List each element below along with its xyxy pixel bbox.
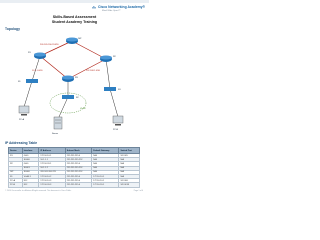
device-label: R2 <box>113 56 116 58</box>
table-cell: ISP <box>9 170 23 174</box>
table-cell: N/A <box>92 154 119 158</box>
table-cell: 172.16.10.1 <box>92 174 119 178</box>
table-cell: 255.255.255.0 <box>65 174 91 178</box>
column-header: Default Gateway <box>92 148 119 154</box>
table-cell: 255.255.255.252 <box>65 158 91 162</box>
link-r1-r3 <box>40 56 68 79</box>
table-cell: NIC <box>22 183 39 187</box>
host-label: PC-A <box>19 119 24 121</box>
link-isp-r2 <box>72 41 106 59</box>
device-label: R1 <box>28 52 31 54</box>
column-header: Switch Port <box>119 148 140 154</box>
table-cell: N/A <box>119 174 140 178</box>
column-header: Device <box>9 148 23 154</box>
table-cell: 255.255.255.252 <box>65 166 91 170</box>
table-cell: PC-B <box>9 183 23 187</box>
table-cell: 255.255.255.0 <box>65 154 91 158</box>
top-strip <box>0 0 149 3</box>
table-cell: 172.16.20.3 <box>39 183 65 187</box>
serial-links <box>40 41 106 79</box>
table-cell: N/A <box>119 162 140 166</box>
link-r1-s1 <box>32 56 40 81</box>
link-label: 10.1.1.0/30 <box>32 70 43 72</box>
switch-icon <box>62 95 74 99</box>
router-icon <box>66 38 78 45</box>
ethernet-links <box>24 56 118 119</box>
table-cell: N/A <box>92 170 119 174</box>
table-cell: S0/0/0 <box>22 158 39 162</box>
table-cell: 172.16.10.2 <box>39 174 65 178</box>
table-cell: S1 <box>9 174 23 178</box>
document-title: Skills-Based Assessment <box>52 15 97 19</box>
table-cell: S0/0/0 <box>22 170 39 174</box>
table-cell: 255.255.255.252 <box>65 170 91 174</box>
link-r2-r3 <box>68 59 106 79</box>
device-label: R3 <box>75 77 78 79</box>
switch-icon <box>26 79 38 83</box>
router-icon <box>100 56 112 63</box>
cisco-logo-icon <box>92 5 97 10</box>
table-cell: S1 F0/6 <box>119 179 140 183</box>
link-label: 192.168.1.0/30 <box>86 70 100 72</box>
table-cell: PC-A <box>9 179 23 183</box>
table-cell: R1 <box>9 154 23 158</box>
router-icon <box>34 53 46 60</box>
document-page <box>0 0 149 198</box>
link-r2-s3 <box>106 59 110 89</box>
column-header: IP Address <box>39 148 65 154</box>
router-icon <box>62 76 74 83</box>
link-s2-server <box>58 97 68 119</box>
table-cell: G0/0 <box>22 154 39 158</box>
switch-icon <box>104 87 116 91</box>
topology-heading: Topology <box>5 27 21 31</box>
table-cell: N/A <box>92 166 119 170</box>
table-cell: R2 <box>9 162 23 166</box>
pc-icon <box>19 106 29 116</box>
ip-table-heading: IP Addressing Table <box>5 141 38 145</box>
table-cell: S1 F0/5 <box>119 154 140 158</box>
table-cell: VLAN 1 <box>22 174 39 178</box>
table-cell: S2 F0/18 <box>119 183 140 187</box>
topology-diagram <box>10 31 138 136</box>
link-s3-pcb <box>110 89 118 117</box>
column-header: Interface <box>22 148 39 154</box>
table-cell: 10.1.1.1 <box>39 158 65 162</box>
switch-label: S3 <box>118 89 121 91</box>
link-label: 209.165.200.224/30 <box>40 44 59 46</box>
device-label: ISP <box>78 38 82 40</box>
host-label: Server <box>52 133 59 135</box>
footer-copyright: © 2014 Cisco and/or its affiliates. All rights reserved. This document is Cisco Public. <box>5 190 72 192</box>
server-icon <box>54 117 62 129</box>
table-cell: NIC <box>22 179 39 183</box>
table-cell: 172.16.20.1 <box>39 162 65 166</box>
link-s1-pca <box>24 81 32 107</box>
table-cell: 172.16.20.1 <box>92 183 119 187</box>
table-cell: 172.16.10.1 <box>92 179 119 183</box>
table-cell: 209.165.200.225 <box>39 170 65 174</box>
table-cell: N/A <box>119 166 140 170</box>
lan-label: VLAN <box>80 108 86 110</box>
document-subtitle: Student Academy Training <box>51 20 98 24</box>
page-number: Page 1 of 4 <box>133 190 143 192</box>
table-cell: 10.1.1.2 <box>39 166 65 170</box>
table-row <box>9 183 140 187</box>
table-cell: 255.255.255.0 <box>65 183 91 187</box>
table-cell: 172.16.10.1 <box>39 154 65 158</box>
table-cell: S0/0/1 <box>22 166 39 170</box>
table-cell: 172.16.10.3 <box>39 179 65 183</box>
host-label: PC-B <box>113 129 118 131</box>
column-header: Subnet Mask <box>65 148 91 154</box>
table-cell: 255.255.255.0 <box>65 162 91 166</box>
switch-label: S2 <box>76 97 79 99</box>
table-cell: N/A <box>119 158 140 162</box>
table-cell: N/A <box>119 170 140 174</box>
table-cell: G0/0 <box>22 162 39 166</box>
table-cell: 255.255.255.0 <box>65 179 91 183</box>
pc-icon <box>113 116 123 126</box>
ip-addressing-table <box>8 147 140 188</box>
table-cell: N/A <box>92 162 119 166</box>
switch-label: S1 <box>18 81 21 83</box>
table-cell: N/A <box>92 158 119 162</box>
academy-tagline: Mind Wide Open™ <box>102 10 121 12</box>
academy-label: Cisco Networking Academy® <box>98 5 146 9</box>
